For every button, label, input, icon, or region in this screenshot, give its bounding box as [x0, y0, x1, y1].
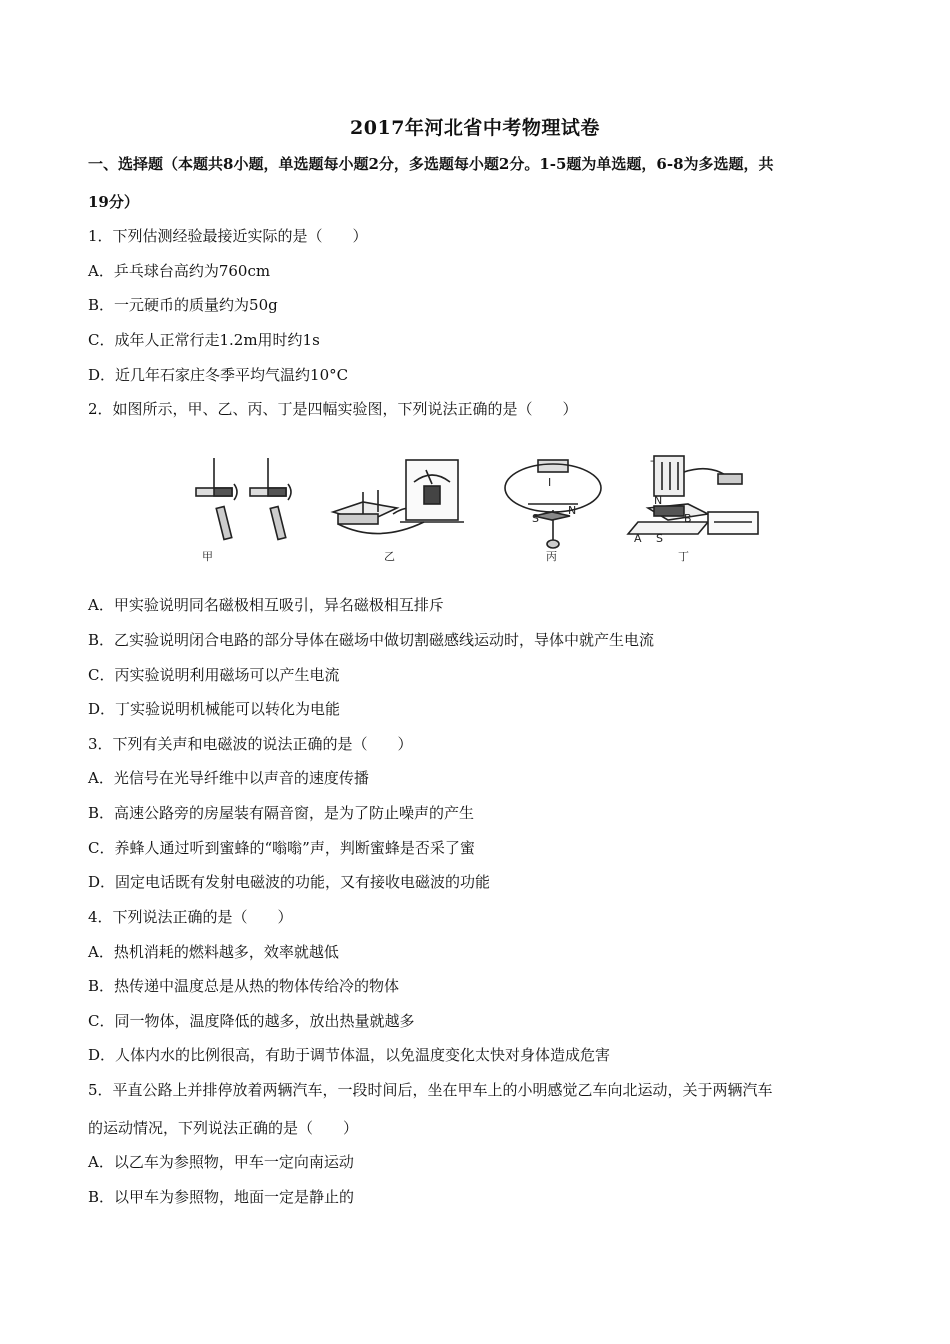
- question-5-option-b: B．以甲车为参照物，地面一定是静止的: [88, 1188, 355, 1206]
- question-4-option-a: A．热机消耗的燃料越多，效率就越低: [88, 943, 339, 961]
- figure-ding-electromagnet: [628, 456, 758, 534]
- question-4-stem: 4．下列说法正确的是（ ）: [88, 908, 293, 926]
- question-3-option-b: B．高速公路旁的房屋装有隔音窗，是为了防止噪声的产生: [88, 804, 475, 822]
- question-1-option-d: D．近几年石家庄冬季平均气温约10°C: [88, 366, 349, 384]
- point-a-label: A: [634, 532, 642, 545]
- battery-minus-label: -: [650, 454, 654, 467]
- question-2-option-c: C．丙实验说明利用磁场可以产生电流: [88, 666, 340, 684]
- page-title: 2017年河北省中考物理试卷: [350, 117, 600, 139]
- question-1-option-a: A．乒乓球台高约为760cm: [88, 262, 271, 280]
- question-4-option-d: D．人体内水的比例很高，有助于调节体温，以免温度变化太快对身体造成危害: [88, 1046, 611, 1064]
- figure-label-jia: 甲: [202, 550, 213, 563]
- question-2-stem: 2．如图所示，甲、乙、丙、丁是四幅实验图，下列说法正确的是（ ）: [88, 400, 578, 418]
- figure-jia-magnets: [196, 458, 291, 539]
- question-3-option-d: D．固定电话既有发射电磁波的功能，又有接收电磁波的功能: [88, 873, 491, 891]
- section-heading-line2: 19分）: [88, 193, 139, 211]
- question-3-option-c: C．养蜂人通过听到蜜蜂的“嗡嗡”声，判断蜜蜂是否采了蜜: [88, 839, 475, 857]
- electromagnet-s-label: S: [656, 532, 663, 545]
- question-5-stem-line2: 的运动情况，下列说法正确的是（ ）: [88, 1119, 359, 1137]
- question-3-stem: 3．下列有关声和电磁波的说法正确的是（ ）: [88, 735, 413, 753]
- figure-label-yi: 乙: [384, 550, 395, 563]
- needle-s-label: S: [532, 512, 539, 525]
- question-4-option-b: B．热传递中温度总是从热的物体传给冷的物体: [88, 977, 400, 995]
- point-b-label: B: [684, 512, 692, 525]
- figure-label-ding: 丁: [678, 550, 689, 563]
- figure-label-bing: 丙: [546, 550, 557, 563]
- electromagnet-n-label: N: [654, 494, 663, 507]
- question-1-option-b: B．一元硬币的质量约为50g: [88, 296, 278, 314]
- question-1-stem: 1．下列估测经验最接近实际的是（ ）: [88, 227, 368, 245]
- current-label: I: [548, 476, 552, 489]
- question-1-option-c: C．成年人正常行走1.2m用时约1s: [88, 331, 320, 349]
- figure-yi-galvanometer: [333, 460, 464, 534]
- question-3-option-a: A．光信号在光导纤维中以声音的速度传播: [88, 769, 369, 787]
- experiment-diagrams: [188, 452, 768, 572]
- question-4-option-c: C．同一物体，温度降低的越多，放出热量就越多: [88, 1012, 415, 1030]
- question-5-option-a: A．以乙车为参照物，甲车一定向南运动: [88, 1153, 354, 1171]
- section-heading: [88, 145, 878, 221]
- question-5-stem-line1: 5．平直公路上并排停放着两辆汽车，一段时间后，坐在甲车上的小明感觉乙车向北运动，关于两辆汽车: [88, 1081, 773, 1099]
- question-2-option-a: A．甲实验说明同名磁极相互吸引，异名磁极相互排斥: [88, 596, 444, 614]
- figure-bing-oersted: [505, 460, 601, 548]
- needle-n-label: N: [568, 504, 577, 517]
- question-2-option-d: D．丁实验说明机械能可以转化为电能: [88, 700, 341, 718]
- question-2-figure: [188, 452, 768, 572]
- section-heading-line1: 一、选择题（本题共8小题，单选题每小题2分，多选题每小题2分。1-5题为单选题，6-8为多选题，共: [88, 155, 774, 173]
- question-2-option-b: B．乙实验说明闭合电路的部分导体在磁场中做切割磁感线运动时，导体中就产生电流: [88, 631, 655, 649]
